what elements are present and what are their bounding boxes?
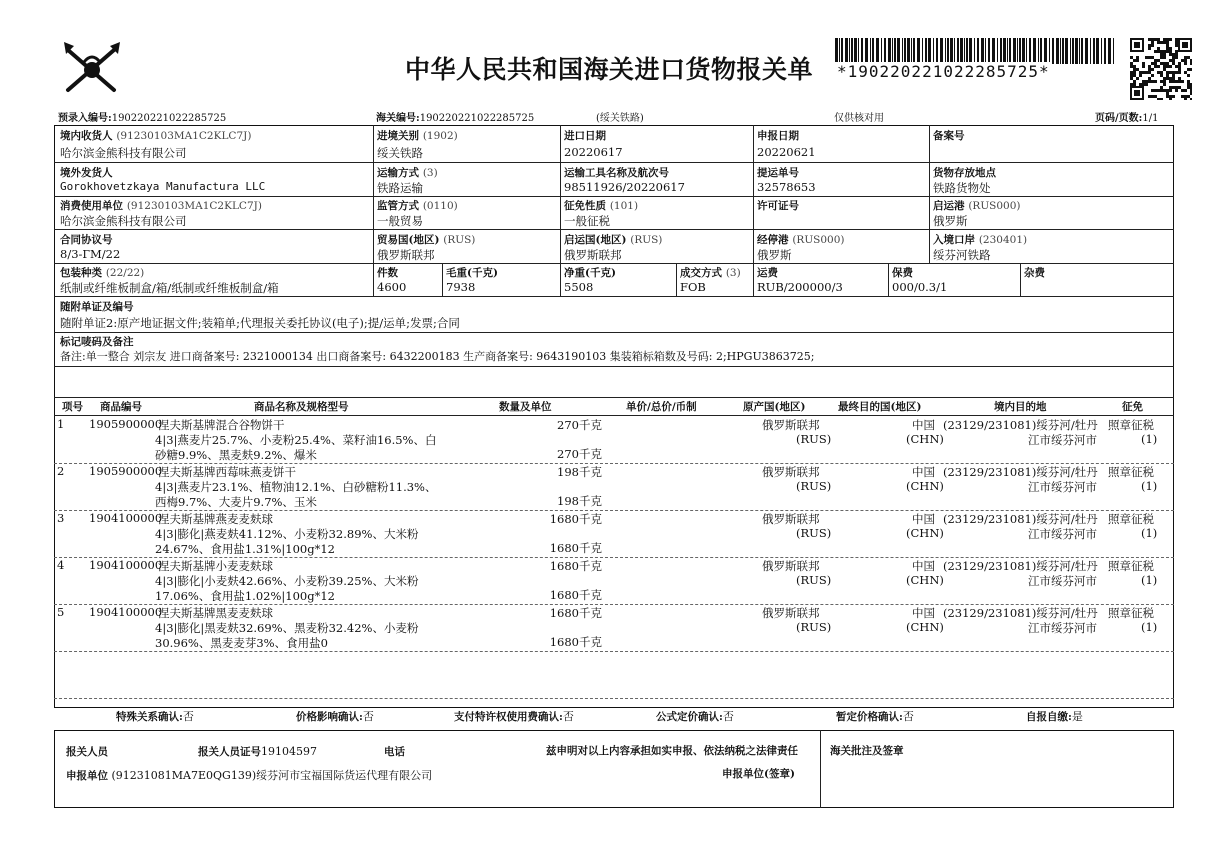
goods-domestic-dest-2: 江市绥芬河市: [1028, 480, 1097, 494]
goods-name: 涅夫斯基牌混合谷物饼干: [158, 418, 285, 432]
pieces-value: 4600: [377, 280, 407, 294]
levy-field: 征免性质 (101): [564, 200, 639, 212]
consignee-value: 哈尔滨金熊科技有限公司: [60, 146, 187, 160]
goods-dest-code: (CHN): [906, 479, 944, 493]
goods-code: 1904100000: [89, 558, 163, 572]
goods-origin: 俄罗斯联邦: [762, 512, 820, 526]
goods-dest: 中国: [912, 465, 935, 479]
storage-label: 货物存放地点: [933, 167, 996, 179]
departure-port-field: 启运港 (RUS000): [933, 200, 1021, 212]
vehicle-value: 98511926/20220617: [564, 180, 685, 194]
goods-code: 1905900000: [89, 417, 163, 431]
shipper-label: 境外发货人: [60, 167, 113, 179]
goods-dest-code: (CHN): [906, 620, 944, 634]
goods-item-no: 2: [57, 464, 65, 478]
phone-label: 电话: [384, 746, 405, 758]
goods-item-no: 5: [57, 605, 65, 619]
marks-value: 备注:单一整合 刘宗友 进口商备案号: 2321000134 出口商备案号: 6432200183 生产商备案号: 9643190103 集装箱标箱数及号码: 2;HPGU3863725;: [60, 350, 815, 363]
goods-dest-code: (CHN): [906, 432, 944, 446]
import-date-label: 进口日期: [564, 130, 606, 142]
col-header-dest: 最终目的国(地区): [838, 401, 922, 413]
special-relation-confirm: 特殊关系确认:否: [116, 710, 194, 723]
goods-qty-2: 1680千克: [549, 588, 602, 602]
customs-note-label: 海关批注及签章: [830, 745, 904, 757]
goods-qty: 1680千克: [549, 512, 602, 526]
goods-spec-line1: 4|3|膨化|黑麦麸32.69%、黑麦粉32.42%、小麦粉: [155, 621, 419, 635]
goods-name: 涅夫斯基牌燕麦麦麸球: [158, 512, 273, 526]
contract-label: 合同协议号: [60, 234, 113, 246]
storage-value: 铁路货物处: [933, 181, 991, 195]
goods-domestic-dest: (23129/231081)绥芬河/牡丹: [943, 465, 1098, 479]
transit-port-value: 俄罗斯: [757, 248, 792, 262]
goods-code: 1904100000: [89, 511, 163, 525]
net-weight-value: 5508: [564, 280, 594, 294]
goods-item-no: 4: [57, 558, 65, 572]
gross-weight-label: 毛重(千克): [446, 267, 498, 279]
goods-origin-code: (RUS): [796, 573, 832, 587]
gross-weight-value: 7938: [446, 280, 476, 294]
goods-spec-line1: 4|3|燕麦片23.1%、植物油12.1%、白砂糖粉11.3%、: [155, 480, 437, 494]
goods-levy: 照章征税: [1108, 465, 1154, 479]
page-count: 页码/页数:1/1: [1095, 113, 1159, 124]
insurance-value: 000/0.3/1: [892, 280, 948, 294]
col-header-domestic: 境内目的地: [994, 401, 1047, 413]
col-header-origin: 原产国(地区): [743, 401, 806, 413]
declarant-label: 报关人员: [66, 746, 108, 758]
form-title: 中华人民共和国海关进口货物报关单: [405, 55, 814, 84]
col-header-levy: 征免: [1122, 401, 1143, 413]
import-date-value: 20220617: [564, 145, 623, 159]
net-weight-label: 净重(千克): [564, 267, 616, 279]
transport-mode-value: 铁路运输: [377, 181, 423, 195]
col-header-qty: 数量及单位: [499, 401, 552, 413]
goods-domestic-dest-2: 江市绥芬河市: [1028, 574, 1097, 588]
goods-spec-line1: 4|3|膨化|燕麦麸41.12%、小麦粉32.89%、大米粉: [155, 527, 419, 541]
goods-spec-line2: 砂糖9.9%、黑麦麸9.2%、爆米: [155, 448, 317, 462]
goods-item-no: 3: [57, 511, 65, 525]
qr-code-icon: [1130, 38, 1192, 100]
goods-name: 涅夫斯基牌小麦麦麸球: [158, 559, 273, 573]
origin-country-value: 俄罗斯联邦: [564, 248, 622, 262]
goods-spec-line1: 4|3|燕麦片25.7%、小麦粉25.4%、菜籽油16.5%、白: [155, 433, 437, 447]
freight-value: RUB/200000/3: [757, 280, 843, 294]
declare-date-label: 申报日期: [757, 130, 799, 142]
self-pay-confirm: 自报自缴:是: [1026, 710, 1083, 723]
declare-date-value: 20220621: [757, 145, 816, 159]
goods-origin-code: (RUS): [796, 526, 832, 540]
goods-qty-2: 1680千克: [549, 541, 602, 555]
departure-port-value: 俄罗斯: [933, 214, 968, 228]
barcode-number: *190220221022285725*: [837, 62, 1050, 81]
package-value: 纸制或纤维板制盒/箱/纸制或纤维板制盒/箱: [60, 281, 279, 295]
docs-value: 随附单证2:原产地证据文件;装箱单;代理报关委托协议(电子);提/运单;发票;合同: [60, 316, 460, 330]
supervision-field: 监管方式 (0110): [377, 200, 458, 212]
goods-domestic-dest: (23129/231081)绥芬河/牡丹: [943, 559, 1098, 573]
insurance-label: 保费: [892, 267, 913, 279]
price-influence-confirm: 价格影响确认:否: [296, 710, 374, 723]
goods-item-no: 1: [57, 417, 65, 431]
consignee-field: 境内收货人 (91230103MA1C2KLC7J): [60, 130, 252, 142]
goods-origin-code: (RUS): [796, 620, 832, 634]
goods-origin-code: (RUS): [796, 432, 832, 446]
goods-dest: 中国: [912, 606, 935, 620]
goods-levy: 照章征税: [1108, 418, 1154, 432]
goods-dest: 中国: [912, 418, 935, 432]
goods-spec-line2: 17.06%、食用盐1.02%|100g*12: [155, 589, 335, 603]
transit-port-field: 经停港 (RUS000): [757, 234, 845, 246]
goods-spec-line2: 西梅9.7%、大麦片9.7%、玉米: [155, 495, 317, 509]
marks-label: 标记唛码及备注: [60, 336, 134, 348]
customs-emblem-icon: [60, 40, 124, 98]
goods-origin: 俄罗斯联邦: [762, 418, 820, 432]
goods-origin-code: (RUS): [796, 479, 832, 493]
provisional-price-confirm: 暂定价格确认:否: [836, 710, 914, 723]
deal-value: FOB: [680, 280, 706, 294]
entry-port-field: 进境关别 (1902): [377, 130, 458, 142]
goods-code: 1904100000: [89, 605, 163, 619]
license-label: 许可证号: [757, 200, 799, 212]
goods-origin: 俄罗斯联邦: [762, 559, 820, 573]
declarant-cert: 报关人员证号19104597: [198, 745, 317, 758]
goods-dest-code: (CHN): [906, 526, 944, 540]
goods-dest-code: (CHN): [906, 573, 944, 587]
goods-levy: 照章征税: [1108, 559, 1154, 573]
goods-levy: 照章征税: [1108, 512, 1154, 526]
bill-no-value: 32578653: [757, 180, 816, 194]
goods-origin: 俄罗斯联邦: [762, 606, 820, 620]
goods-levy-code: (1): [1141, 479, 1158, 493]
royalty-confirm: 支付特许权使用费确认:否: [454, 710, 574, 723]
user-unit-value: 哈尔滨金熊科技有限公司: [60, 214, 187, 228]
goods-qty: 270千克: [557, 418, 602, 432]
goods-name: 涅夫斯基牌西莓味燕麦饼干: [158, 465, 296, 479]
declare-seal-label: 申报单位(签章): [722, 768, 795, 780]
goods-levy-code: (1): [1141, 573, 1158, 587]
goods-name: 涅夫斯基牌黑麦麦麸球: [158, 606, 273, 620]
formula-pricing-confirm: 公式定价确认:否: [656, 710, 734, 723]
goods-dest: 中国: [912, 559, 935, 573]
pieces-label: 件数: [377, 267, 398, 279]
user-unit-field: 消费使用单位 (91230103MA1C2KLC7J): [60, 200, 262, 212]
goods-dest: 中国: [912, 512, 935, 526]
goods-domestic-dest-2: 江市绥芬河市: [1028, 621, 1097, 635]
package-field: 包装种类 (22/22): [60, 267, 145, 279]
port-note: (绥关铁路): [596, 113, 644, 124]
goods-code: 1905900000: [89, 464, 163, 478]
goods-qty-2: 1680千克: [549, 635, 602, 649]
supervision-value: 一般贸易: [377, 214, 423, 228]
bill-no-label: 提运单号: [757, 167, 799, 179]
origin-country-field: 启运国(地区) (RUS): [564, 234, 663, 246]
goods-origin: 俄罗斯联邦: [762, 465, 820, 479]
shipper-value: Gorokhovetzkaya Manufactura LLC: [60, 180, 266, 193]
goods-levy: 照章征税: [1108, 606, 1154, 620]
pre-entry-no: 预录入编号:190220221022285725: [58, 113, 227, 124]
col-header-name: 商品名称及规格型号: [254, 401, 349, 413]
goods-domestic-dest-2: 江市绥芬河市: [1028, 527, 1097, 541]
goods-domestic-dest: (23129/231081)绥芬河/牡丹: [943, 418, 1098, 432]
declare-unit: 申报单位 (91231081MA7E0QG139)绥芬河市宝福国际货运代理有限公司: [66, 769, 433, 782]
trade-country-field: 贸易国(地区) (RUS): [377, 234, 476, 246]
goods-spec-line2: 30.96%、黑麦麦芽3%、食用盐0: [155, 636, 328, 650]
record-no-label: 备案号: [933, 130, 965, 142]
docs-label: 随附单证及编号: [60, 301, 134, 313]
vehicle-label: 运输工具名称及航次号: [564, 167, 669, 179]
goods-domestic-dest: (23129/231081)绥芬河/牡丹: [943, 606, 1098, 620]
col-header-no: 项号: [62, 401, 83, 413]
goods-spec-line1: 4|3|膨化|小麦麸42.66%、小麦粉39.25%、大米粉: [155, 574, 419, 588]
transport-mode-field: 运输方式 (3): [377, 167, 438, 179]
misc-fee-label: 杂费: [1024, 267, 1045, 279]
deal-field: 成交方式 (3): [680, 267, 741, 279]
goods-qty-2: 270千克: [557, 447, 602, 461]
levy-value: 一般征税: [564, 214, 610, 228]
goods-spec-line2: 24.67%、食用盐1.31%|100g*12: [155, 542, 335, 556]
goods-levy-code: (1): [1141, 620, 1158, 634]
contract-value: 8/3-ГМ/22: [60, 247, 121, 261]
entry-point-field: 入境口岸 (230401): [933, 234, 1028, 246]
goods-qty: 1680千克: [549, 559, 602, 573]
goods-domestic-dest-2: 江市绥芬河市: [1028, 433, 1097, 447]
verify-note: 仅供核对用: [834, 113, 884, 124]
goods-qty-2: 198千克: [557, 494, 602, 508]
trade-country-value: 俄罗斯联邦: [377, 248, 435, 262]
col-header-price: 单价/总价/币制: [626, 401, 697, 413]
customs-no: 海关编号:190220221022285725: [376, 113, 535, 124]
entry-port-value: 绥关铁路: [377, 146, 423, 160]
col-header-code: 商品编号: [100, 401, 142, 413]
declaration-statement: 兹申明对以上内容承担如实申报、依法纳税之法律责任: [546, 745, 798, 757]
goods-levy-code: (1): [1141, 432, 1158, 446]
goods-qty: 198千克: [557, 465, 602, 479]
freight-label: 运费: [757, 267, 778, 279]
goods-qty: 1680千克: [549, 606, 602, 620]
goods-levy-code: (1): [1141, 526, 1158, 540]
entry-point-value: 绥芬河铁路: [933, 248, 991, 262]
goods-domestic-dest: (23129/231081)绥芬河/牡丹: [943, 512, 1098, 526]
